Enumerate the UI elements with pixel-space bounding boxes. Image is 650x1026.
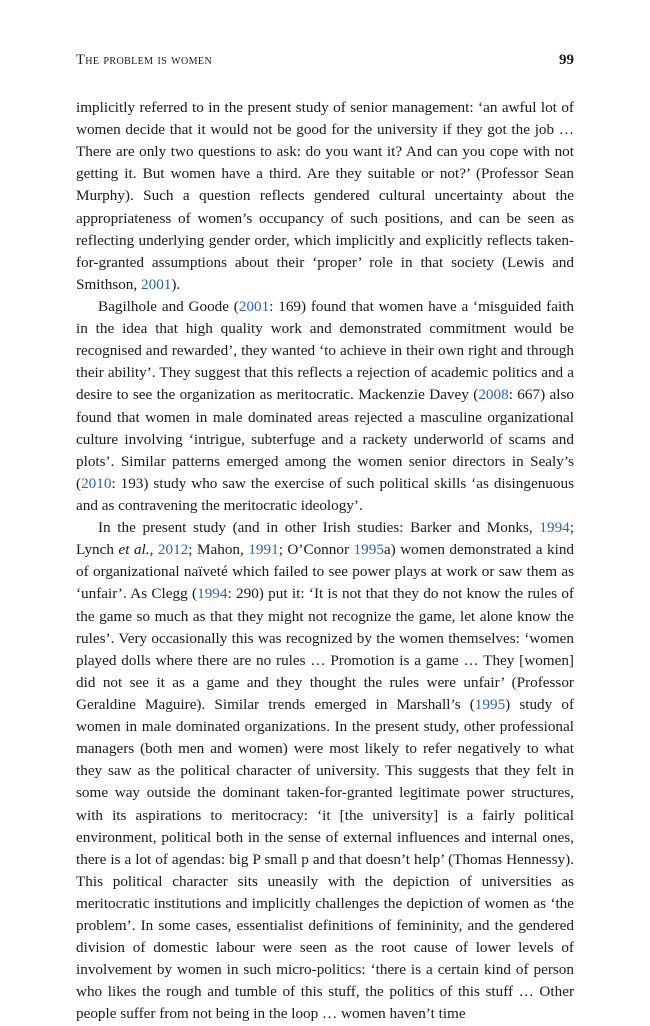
italic-text: et al.	[118, 541, 150, 559]
citation-link[interactable]: 2008	[478, 386, 509, 404]
running-head-title: The problem is women	[76, 52, 213, 68]
paragraph: In the present study (and in other Irish studies: Barker and Monks, 1994; Lynch et al., 2012; Mahon, 1991; O’Connor 1995a) women demonstrated a kind of organizational naïveté which failed to see power plays at work or saw them as ‘unfair’. As Clegg (1994: 290) put it: ‘It is not that they do not know the rules of the game so much as that they might not recognize the game, let alone know the rules’. Very occasionally this was recognized by the women themselves: ‘women played dolls where there are no rules … Promotion is a game … They [women] did not see it as a game and they thought the rules were unfair’ (Professor Geraldine Maguire). Similar trends emerged in Marshall’s (1995) study of women in male dominated organizations. In the present study, other professional managers (both men and women) were most likely to refer negatively to what they saw as the political character of university. This suggests that they felt in some way outside the dominant taken-for-granted legitimate power structures, with its aspirations to meritocracy: ‘it [the university] is a fairly political environment, political both in the sense of external influences and internal ones, there is a lot of agendas: big P small p and that doesn’t help’ (Thomas Hennessy). This political character sits uneasily with the depiction of universities as meritocratic institutions and implicitly challenges the depiction of women as ‘the problem’. In some cases, essentialist definitions of femininity, and the gendered division of domestic labour were seen as the root cause of lower levels of involvement by women in such micro-politics: ‘there is a certain kind of person who likes the rough and tumble of this stuff, the politics of this stuff … Other people suffer from not being in the loop … women haven’t time	[76, 519, 575, 1023]
page-number: 99	[559, 52, 574, 68]
citation-link[interactable]: 1995	[474, 695, 506, 713]
citation-link[interactable]: 1995	[353, 541, 384, 559]
citation-link[interactable]: 1991	[248, 541, 279, 559]
citation-link[interactable]: 2012	[157, 541, 189, 559]
body-text	[76, 97, 574, 1026]
citation-link[interactable]: 2001	[141, 275, 172, 293]
citation-link[interactable]: 2010	[81, 474, 112, 492]
citation-link[interactable]: 1994	[197, 585, 228, 603]
paragraph: Bagilhole and Goode (2001: 169) found that women have a ‘misguided faith in the idea that high quality work and demonstrated commitment would be recognised and rewarded’, they wanted ‘to achieve in their own right and through their ability’. They suggest that this reflects a rejection of academic politics and a desire to see the organization as meritocratic. Mackenzie Davey (2008: 667) also found that women in male dominated areas rejected a masculine organizational culture involving ‘intrigue, subterfuge and a rackety underworld of scams and plots’. Similar patterns emerged among the women senior directors in Sealy’s (2010: 193) study who saw the exercise of such political skills ‘as disingenuous and as contravening the meritocratic ideology’.	[76, 297, 574, 514]
citation-link[interactable]: 1994	[539, 519, 570, 537]
running-head	[76, 52, 574, 69]
citation-link[interactable]: 2001	[238, 297, 270, 315]
paragraph: implicitly referred to in the present study of senior management: ‘an awful lot of women decide that it would not be good for the university if they got the job … There are only two questions to ask: do you want it? And can you cope with not getting it. But women have a third. Are they suitable or not?’ (Professor Sean Murphy). Such a question reflects gendered cultural uncertainty about the appropriateness of women’s occupancy of such positions, and can be seen as reflecting underlying gender order, which implicitly and explicitly reflects taken-for-granted assumptions about their ‘proper’ role in that society (Lewis and Smithson, 2001).	[76, 99, 574, 293]
